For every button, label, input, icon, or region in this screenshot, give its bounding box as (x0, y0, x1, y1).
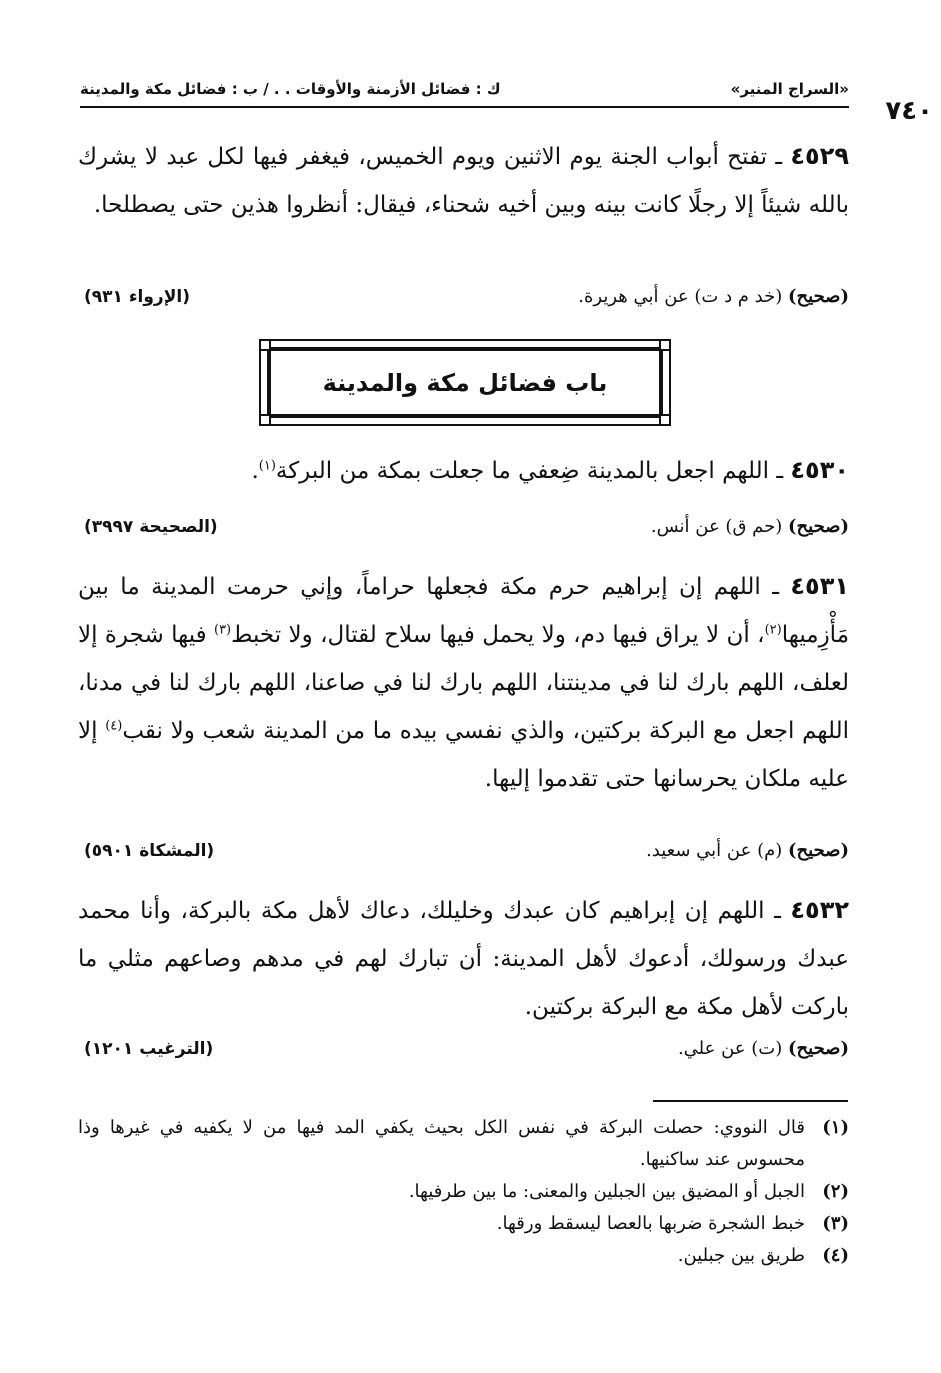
chapter-title-box (259, 339, 671, 426)
footnote-number: (٢) (822, 1181, 849, 1202)
hadith-4531 (78, 562, 849, 803)
footnote-1 (78, 1112, 849, 1176)
book-title: «السراج المنير» (730, 80, 849, 98)
hadith-text: إلا عليه ملكان يحرسانها حتى تقدموا إليها. (78, 718, 849, 792)
hadith-number: ٤٥٣٠ (790, 456, 849, 484)
footnote-3 (78, 1208, 849, 1240)
hadith-4529 (78, 132, 849, 229)
source-reference: (المشكاة ٥٩٠١) (84, 840, 215, 861)
hadith-4530-source (78, 516, 849, 537)
footnote-number: (٤) (822, 1245, 849, 1266)
hadith-text: اللهم إن إبراهيم كان عبدك وخليلك، دعاك لأهل مكة بالبركة، وأنا محمد عبدك ورسولك، أدعوك لأهل المدينة: أن تبارك لهم في مدهم وصاعهم مثلي ما باركت لأهل مكة مع البركة بركتين. (78, 898, 849, 1020)
hadith-number: ٤٥٢٩ (790, 142, 849, 170)
narration: (ت) عن علي. (677, 1038, 783, 1059)
footnote-number: (١) (822, 1117, 849, 1138)
frame-corner (659, 339, 671, 351)
footnote-marker[interactable]: (٢) (764, 622, 782, 638)
hadith-number: ٤٥٣٢ (790, 896, 849, 924)
hadith-4532 (78, 886, 849, 1031)
hadith-text: فيها شجرة إلا لعلف، اللهم بارك لنا في مدينتنا، اللهم بارك لنا في صاعنا، اللهم بارك لنا في مدنا، اللهم اجعل مع البركة بركتين، والذي نفسي بيده ما من المدينة شعب ولا نقب (78, 622, 849, 744)
footnote-marker[interactable]: (٤) (105, 718, 123, 734)
hadith-text: تفتح أبواب الجنة يوم الاثنين ويوم الخميس، فيغفر فيها لكل عبد لا يشرك بالله شيئاً إلا رجلًا كانت بينه وبين أخيه شحناء، فيقال: أنظروا هذين حتى يصطلحا. (78, 144, 849, 218)
hadith-4531-source (78, 840, 849, 861)
footnote-number: (٣) (822, 1213, 849, 1234)
hadith-dash: ـ (767, 144, 783, 170)
header-rule (80, 106, 849, 108)
hadith-4529-source (78, 286, 849, 307)
footnotes (78, 1112, 849, 1272)
grade: (صحيح) (788, 1038, 849, 1059)
footnote-marker[interactable]: (٣) (213, 622, 232, 638)
narration: (م) عن أبي سعيد. (646, 840, 783, 861)
hadith-text: اللهم إن إبراهيم حرم مكة فجعلها حراماً، وإني حرمت المدينة ما بين مَأْزِميها (78, 574, 850, 648)
grade: (صحيح) (788, 516, 849, 537)
frame-corner (259, 339, 271, 351)
footnote-rule (653, 1100, 848, 1102)
footnote-marker[interactable]: (١) (258, 458, 276, 474)
source-narration-line (646, 840, 849, 861)
hadith-text: اللهم اجعل بالمدينة ضِعفي ما جعلت بمكة من البركة (275, 458, 770, 484)
frame-corner (659, 414, 671, 426)
narration: (حم ق) عن أنس. (650, 516, 783, 537)
grade: (صحيح) (788, 840, 849, 861)
source-narration-line (578, 286, 849, 307)
hadith-number: ٤٥٣١ (790, 572, 849, 600)
hadith-4530 (78, 446, 849, 495)
source-reference: (الصحيحة ٣٩٩٧) (84, 516, 218, 537)
section-title: ك : فضائل الأزمنة والأوقات . . / ب : فضائل مكة والمدينة (80, 80, 501, 98)
hadith-dash: ـ (769, 458, 784, 484)
frame-corner (259, 414, 271, 426)
footnote-text: طريق بين جبلين. (677, 1245, 805, 1266)
grade: (صحيح) (788, 286, 849, 307)
hadith-text: . (251, 458, 259, 484)
narration: (خد م د ت) عن أبي هريرة. (578, 286, 783, 307)
source-reference: (الترغيب ١٢٠١) (84, 1038, 214, 1059)
chapter-title: باب فضائل مكة والمدينة (322, 368, 608, 397)
hadith-4532-source (78, 1038, 849, 1059)
footnote-text: قال النووي: حصلت البركة في نفس الكل بحيث يكفي المد فيها من لا يكفيه في غيرها وذا محسوس عند ساكنيها. (78, 1117, 805, 1170)
footnote-2 (78, 1176, 849, 1208)
running-header (80, 76, 849, 102)
footnote-text: الجبل أو المضيق بين الجبلين والمعنى: ما بين طرفيها. (408, 1181, 805, 1202)
hadith-dash: ـ (760, 574, 779, 600)
page-number: ٧٤٠ (885, 96, 933, 126)
footnote-4 (78, 1240, 849, 1272)
source-narration-line (651, 516, 849, 537)
source-narration-line (678, 1038, 849, 1059)
source-reference: (الإرواء ٩٣١) (84, 286, 190, 307)
hadith-dash: ـ (764, 898, 781, 924)
chapter-title-frame (267, 347, 663, 418)
hadith-text: ، أن لا يراق فيها دم، ولا يحمل فيها سلاح لقتال، ولا تخبط (231, 622, 765, 648)
footnote-text: خبط الشجرة ضربها بالعصا ليسقط ورقها. (496, 1213, 805, 1234)
